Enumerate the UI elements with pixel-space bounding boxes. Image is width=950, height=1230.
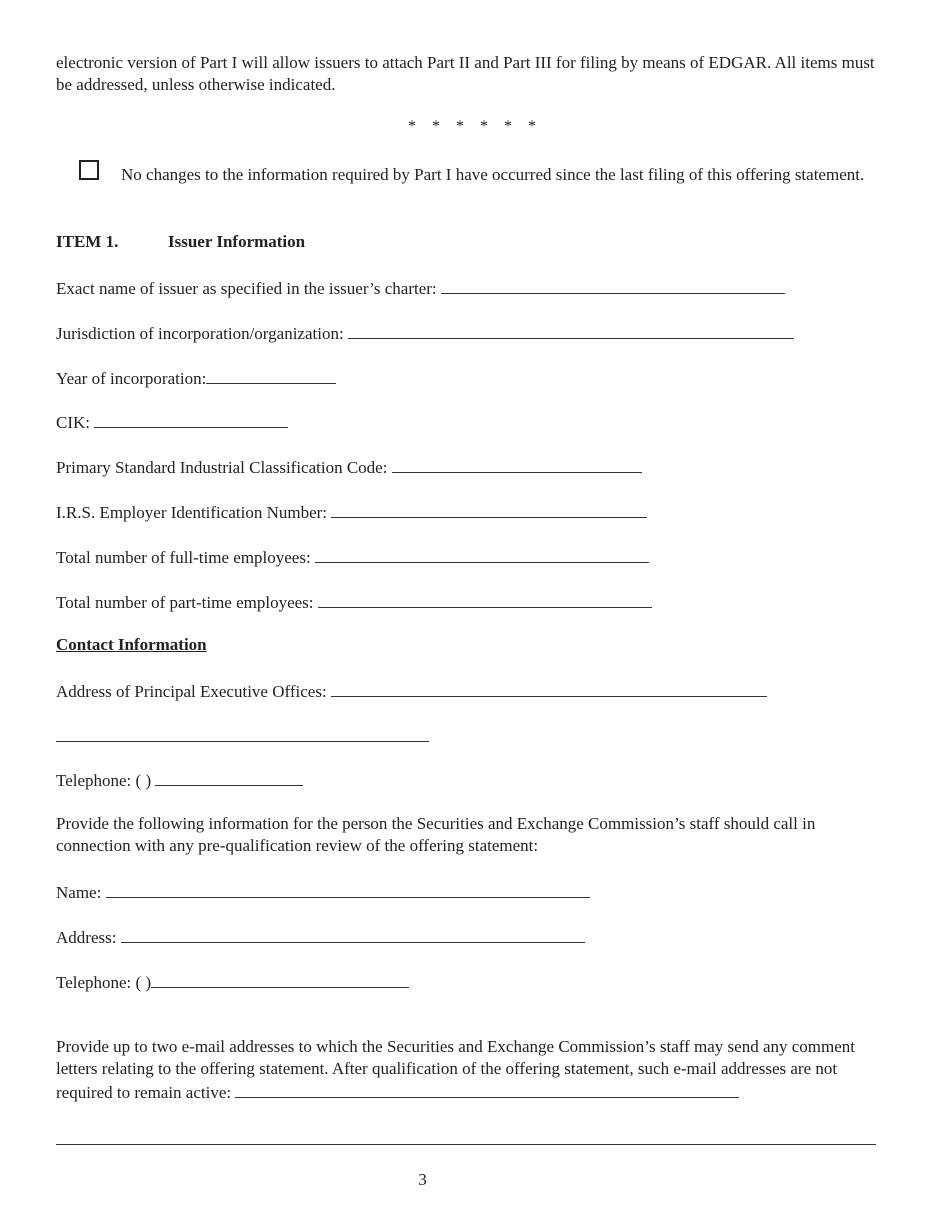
telephone1-field[interactable] [155, 768, 303, 786]
exact-name-field[interactable] [441, 276, 785, 294]
part-time-row [56, 590, 652, 614]
contact-heading: Contact Information [56, 635, 207, 654]
address-field[interactable] [121, 925, 585, 943]
jurisdiction-label: Jurisdiction of incorporation/organization: [56, 324, 344, 343]
cik-label: CIK: [56, 413, 90, 432]
telephone2-field[interactable] [151, 970, 409, 988]
part-time-label: Total number of part-time employees: [56, 593, 314, 612]
item1-number: ITEM 1. [56, 232, 119, 251]
jurisdiction-row [56, 321, 794, 345]
full-time-row [56, 545, 649, 569]
page-number: 3 [418, 1170, 427, 1189]
email-paragraph [56, 1036, 896, 1104]
irs-label: I.R.S. Employer Identification Number: [56, 503, 327, 522]
name-row [56, 880, 590, 904]
year-field[interactable] [206, 366, 336, 384]
cik-row [56, 410, 288, 434]
telephone2-label: Telephone: ( ) [56, 973, 152, 992]
name-field[interactable] [106, 880, 590, 898]
telephone1-row [56, 768, 303, 792]
no-changes-label: No changes to the information required by Part I have occurred since the last filing of this offering statement. [121, 165, 865, 184]
intro-paragraph: electronic version of Part I will allow issuers to attach Part II and Part III for filing by means of EDGAR. All items must be addressed, unless otherwise indicated. [56, 53, 875, 94]
email-paragraph-text: Provide up to two e-mail addresses to which the Securities and Exchange Commission’s staff may send any comment letters relating to the offering statement. After qualification of the offering statement, such e-mail addresses are not required to remain active: [56, 1037, 855, 1102]
part-time-field[interactable] [318, 590, 652, 608]
sic-row [56, 455, 642, 479]
address-offices-line2[interactable] [56, 741, 429, 742]
sic-label: Primary Standard Industrial Classification Code: [56, 458, 388, 477]
jurisdiction-field[interactable] [348, 321, 794, 339]
exact-name-label: Exact name of issuer as specified in the issuer’s charter: [56, 279, 437, 298]
full-time-field[interactable] [315, 545, 649, 563]
telephone2-row [56, 970, 409, 994]
address-offices-field[interactable] [331, 679, 767, 697]
section-separator: * * * * * * [408, 118, 542, 135]
irs-row [56, 500, 647, 524]
provide-info-paragraph: Provide the following information for the person the Securities and Exchange Commission’s staff should call in connection with any pre-qualification review of the offering statement: [56, 814, 816, 855]
irs-field[interactable] [331, 500, 647, 518]
year-label: Year of incorporation: [56, 369, 207, 388]
full-time-label: Total number of full-time employees: [56, 548, 311, 567]
address-offices-row [56, 679, 767, 703]
cik-field[interactable] [94, 410, 288, 428]
sic-field[interactable] [392, 455, 642, 473]
email-field-2[interactable] [56, 1144, 876, 1145]
item1-title: Issuer Information [168, 232, 306, 251]
exact-name-row [56, 276, 785, 300]
item1-heading [56, 231, 305, 253]
name-label: Name: [56, 883, 102, 902]
address-offices-label: Address of Principal Executive Offices: [56, 682, 327, 701]
telephone1-label: Telephone: ( ) [56, 771, 152, 790]
address-label: Address: [56, 928, 117, 947]
email-field-1[interactable] [235, 1080, 739, 1098]
address-row [56, 925, 585, 949]
year-row [56, 366, 336, 390]
